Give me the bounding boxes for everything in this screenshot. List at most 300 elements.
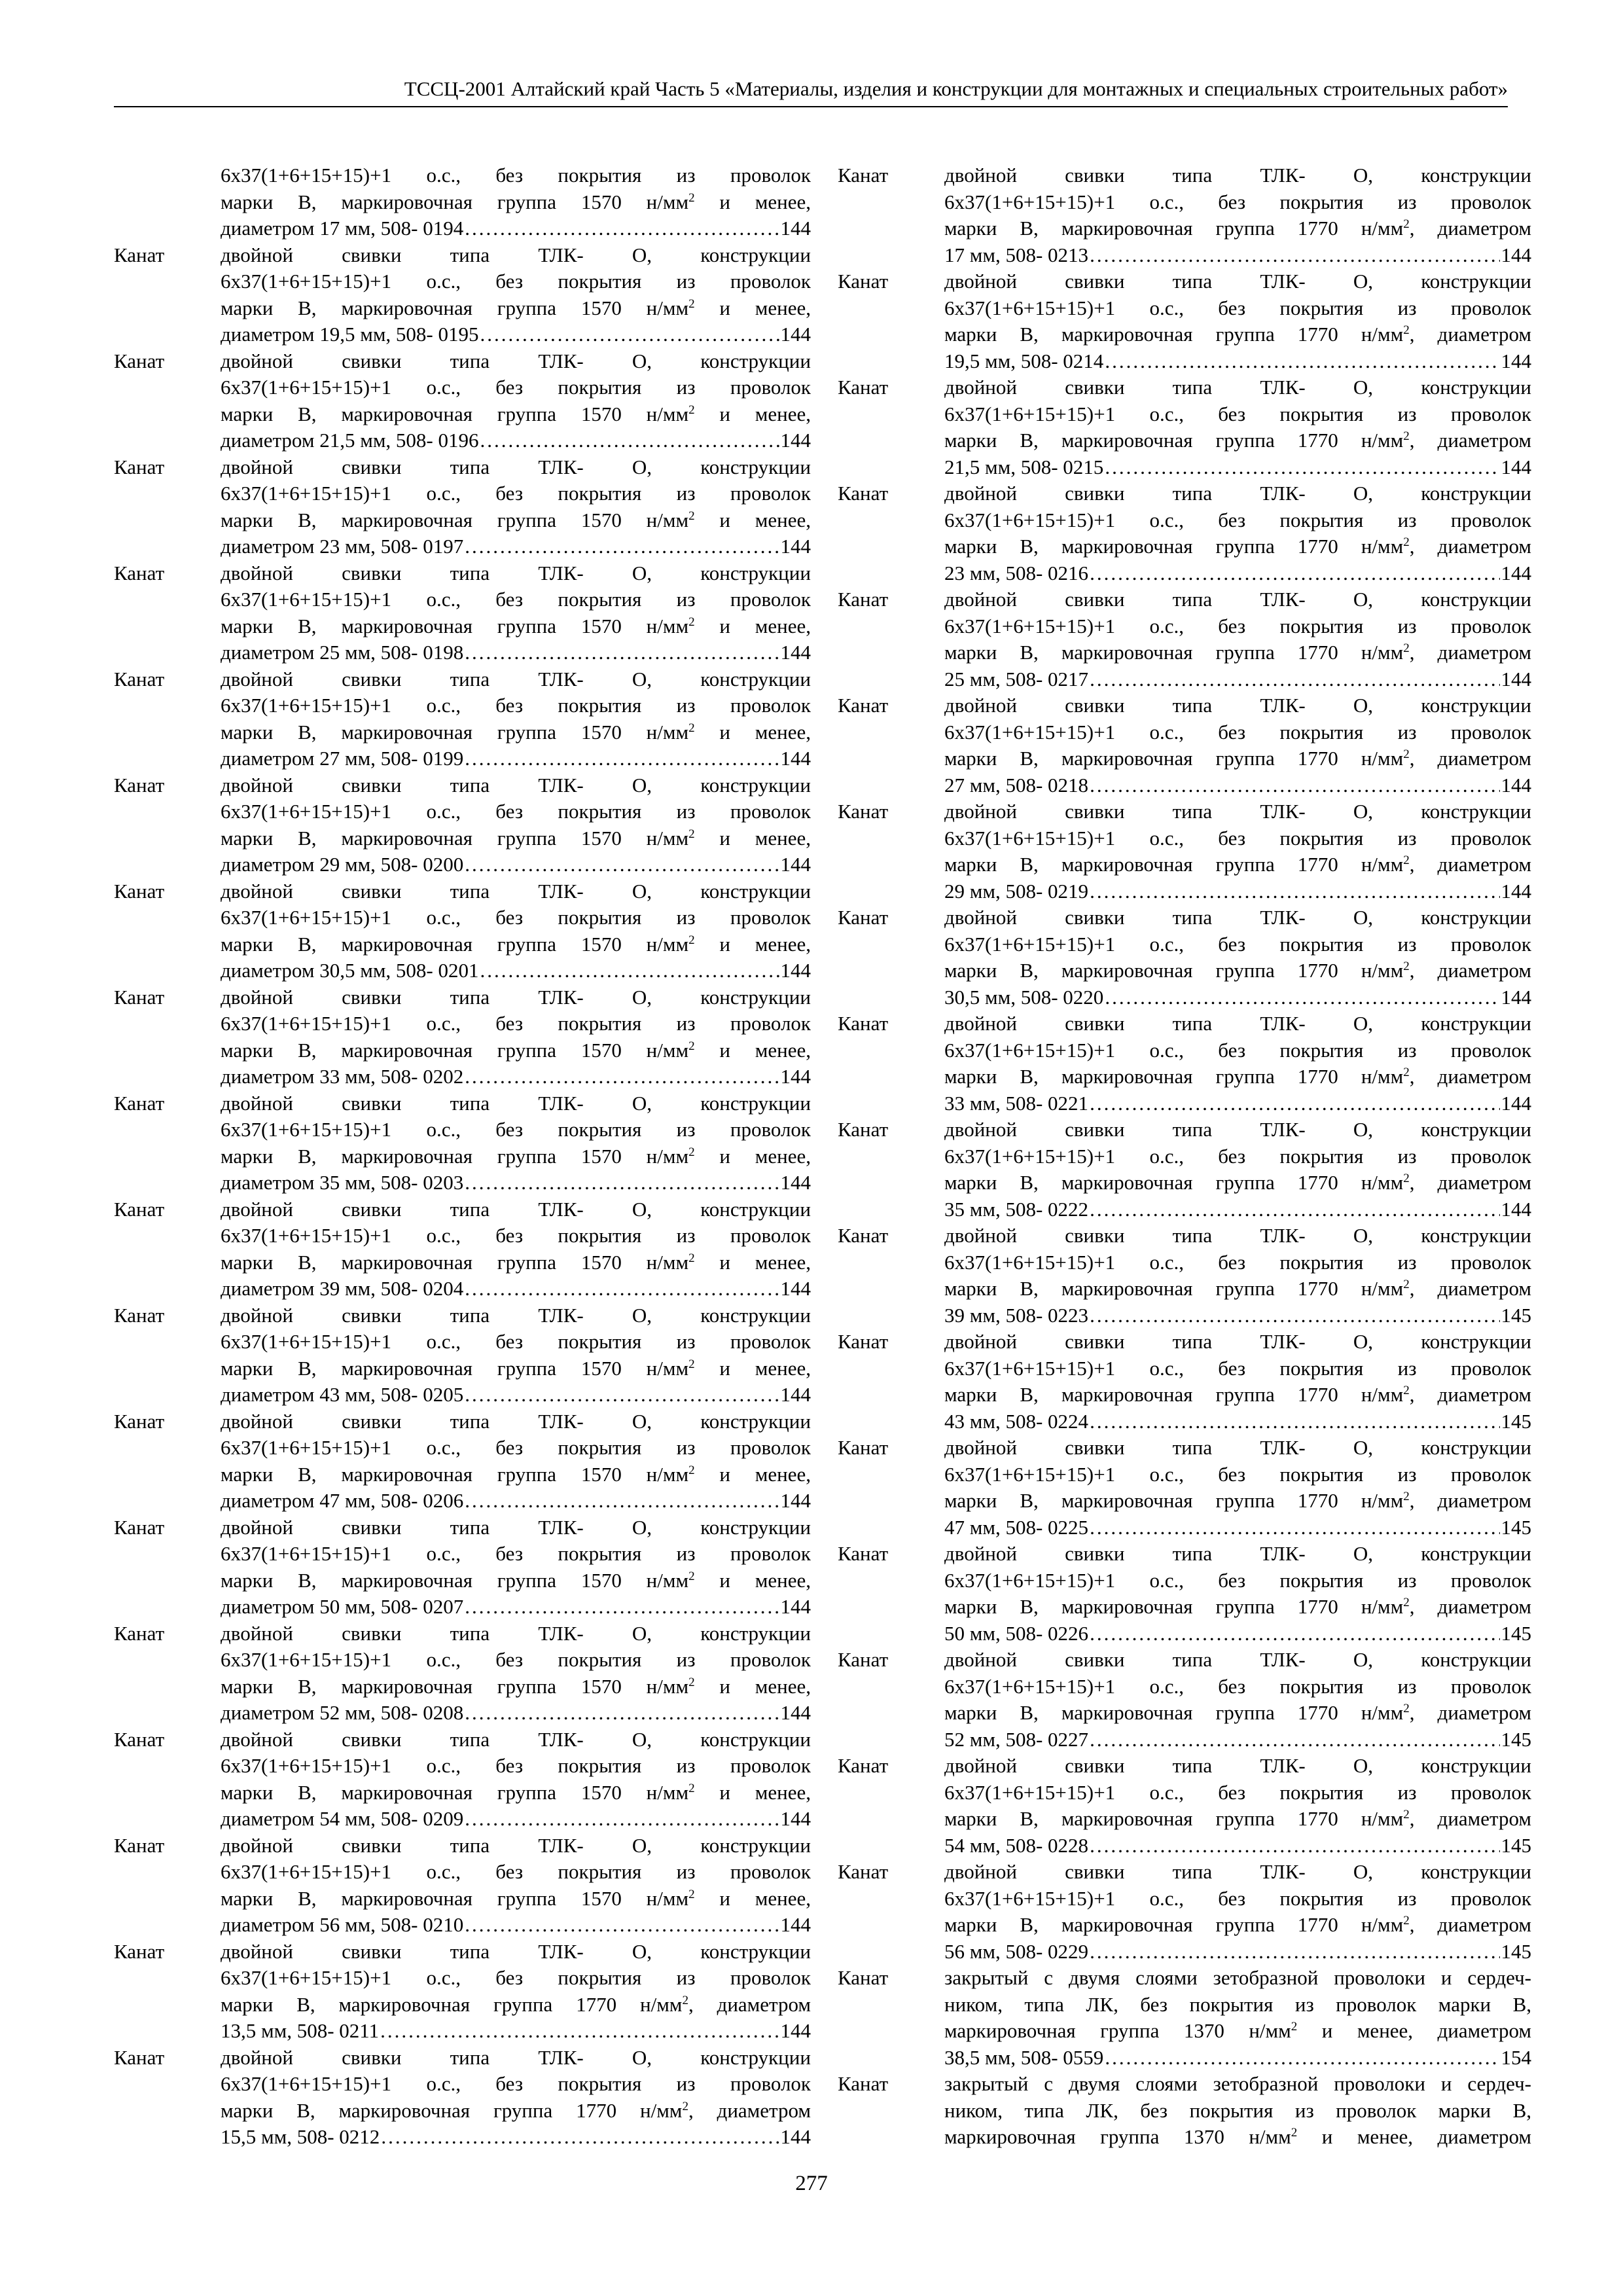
entry-line bbox=[221, 454, 811, 481]
entry-text: марки В, маркировочная группа 1570 н/мм bbox=[221, 1886, 689, 1910]
entry-word: О, bbox=[1353, 1754, 1374, 1777]
entry-text: закрытый с двумя слоями зетобразной проволоки и сердеч- bbox=[944, 2072, 1531, 2095]
entry-text: марки В, маркировочная группа 1570 н/мм bbox=[221, 508, 689, 531]
entry-word: типа bbox=[450, 2045, 490, 2069]
entry-word: свивки bbox=[342, 243, 402, 266]
entry-line bbox=[944, 905, 1531, 931]
entry-word: типа bbox=[1172, 1648, 1213, 1671]
entry-word: типа bbox=[450, 1091, 490, 1115]
entry-line bbox=[221, 1249, 811, 1276]
superscript: 2 bbox=[688, 933, 695, 947]
entry-line bbox=[221, 639, 811, 666]
dot-leader bbox=[1090, 666, 1499, 693]
entry-text: 30,5 мм, 508- 0220 bbox=[944, 985, 1104, 1009]
page-number: 277 bbox=[795, 2172, 828, 2195]
entry-line bbox=[944, 1435, 1531, 1462]
entry-line bbox=[944, 1965, 1531, 1992]
entry-text: диаметром 27 мм, 508- 0199 bbox=[221, 747, 464, 770]
entry-keyword: Канат bbox=[838, 270, 889, 293]
page-ref: 144 bbox=[780, 1913, 811, 1936]
entry-text: марки В, маркировочная группа 1770 н/мм bbox=[944, 959, 1404, 982]
entry-word: О, bbox=[1353, 1436, 1374, 1459]
entry-text: марки В, маркировочная группа 1770 н/мм bbox=[944, 1171, 1404, 1194]
entry-word: ТЛК- bbox=[538, 1197, 584, 1221]
entry-word: ТЛК- bbox=[1260, 164, 1306, 187]
entry-word: конструкции bbox=[1421, 1542, 1531, 1565]
entry-text: 6х37(1+6+15+15)+1 о.с., без покрытия из проволок bbox=[944, 1674, 1531, 1698]
dot-leader bbox=[1090, 772, 1499, 799]
page-ref: 144 bbox=[780, 1807, 811, 1830]
page-ref: 144 bbox=[780, 747, 811, 770]
entry-text: диаметром 50 мм, 508- 0207 bbox=[221, 1595, 464, 1618]
entry-word: типа bbox=[450, 1727, 490, 1751]
index-entry bbox=[114, 772, 811, 878]
entry-line bbox=[944, 1727, 1531, 1753]
entry-text: и менее, bbox=[694, 1356, 811, 1380]
entry-word: О, bbox=[1353, 482, 1374, 505]
entry-word: свивки bbox=[342, 879, 402, 903]
entry-text: марки В, маркировочная группа 1570 н/мм bbox=[221, 826, 689, 850]
entry-text: марки В, маркировочная группа 1570 н/мм bbox=[221, 1462, 689, 1486]
superscript: 2 bbox=[688, 403, 695, 417]
entry-line bbox=[221, 1833, 811, 1859]
entry-line bbox=[944, 2018, 1531, 2045]
index-entry bbox=[114, 1727, 811, 1833]
entry-word: О, bbox=[1353, 800, 1374, 823]
entry-word: двойной bbox=[944, 694, 1017, 717]
entry-text: марки В, маркировочная группа 1570 н/мм bbox=[221, 1250, 689, 1274]
dot-leader bbox=[1090, 1196, 1499, 1223]
superscript: 2 bbox=[688, 1675, 695, 1689]
entry-line bbox=[221, 984, 811, 1011]
dot-leader bbox=[465, 1276, 779, 1302]
entry-line bbox=[944, 2045, 1531, 2072]
entry-text: 23 мм, 508- 0216 bbox=[944, 561, 1089, 584]
entry-text: диаметром 56 мм, 508- 0210 bbox=[221, 1913, 464, 1936]
entry-text: марки В, маркировочная группа 1770 н/мм bbox=[944, 853, 1404, 876]
entry-word: О, bbox=[1353, 694, 1374, 717]
entry-word: двойной bbox=[944, 1860, 1017, 1883]
entry-text: , диаметром bbox=[1409, 1489, 1531, 1512]
superscript: 2 bbox=[1403, 323, 1410, 337]
entry-text: 6х37(1+6+15+15)+1 о.с., без покрытия из проволок bbox=[944, 508, 1531, 531]
dot-leader bbox=[1105, 454, 1499, 481]
entry-text: 52 мм, 508- 0227 bbox=[944, 1727, 1089, 1751]
entry-word: свивки bbox=[342, 349, 402, 372]
entry-word: О, bbox=[632, 773, 652, 797]
entry-line bbox=[944, 1196, 1531, 1223]
entry-line bbox=[944, 2071, 1531, 2098]
dot-leader bbox=[1090, 1833, 1499, 1859]
entry-line bbox=[221, 613, 811, 640]
entry-word: конструкции bbox=[1421, 906, 1531, 929]
entry-word: свивки bbox=[1065, 694, 1125, 717]
entry-word: О, bbox=[1353, 1860, 1374, 1883]
entry-line bbox=[944, 878, 1531, 905]
entry-keyword: Канат bbox=[838, 1012, 889, 1035]
entry-word: О, bbox=[1353, 1542, 1374, 1565]
entry-text: 6х37(1+6+15+15)+1 о.с., без покрытия из проволок bbox=[944, 1568, 1531, 1592]
entry-line bbox=[221, 268, 811, 295]
entry-text: 6х37(1+6+15+15)+1 о.с., без покрытия из проволок bbox=[221, 1542, 811, 1565]
entry-line bbox=[221, 1382, 811, 1408]
entry-word: О, bbox=[632, 2045, 652, 2069]
superscript: 2 bbox=[1403, 747, 1410, 761]
dot-leader bbox=[1090, 560, 1499, 587]
entry-text: и менее, bbox=[694, 190, 811, 213]
entry-text: , диаметром bbox=[1409, 1065, 1531, 1088]
entry-line bbox=[221, 1011, 811, 1037]
entry-line bbox=[221, 958, 811, 984]
entry-text: марки В, маркировочная группа 1570 н/мм bbox=[221, 296, 689, 319]
entry-word: типа bbox=[1172, 800, 1213, 823]
entry-line bbox=[944, 1090, 1531, 1117]
entry-word: двойной bbox=[944, 482, 1017, 505]
page-ref: 144 bbox=[1501, 985, 1531, 1009]
entry-text: марки В, маркировочная группа 1770 н/мм bbox=[221, 1992, 683, 2016]
entry-text: марки В, маркировочная группа 1570 н/мм bbox=[221, 1568, 689, 1592]
entry-line bbox=[944, 189, 1531, 216]
entry-word: о.с., bbox=[426, 164, 461, 187]
entry-text: марки В, маркировочная группа 1770 н/мм bbox=[944, 1913, 1404, 1936]
entry-text: и менее, bbox=[694, 826, 811, 850]
page-ref: 144 bbox=[1501, 879, 1531, 903]
entry-line bbox=[221, 1090, 811, 1117]
entry-word: О, bbox=[632, 985, 652, 1009]
index-entry bbox=[838, 1329, 1531, 1435]
entry-word: конструкции bbox=[1421, 1436, 1531, 1459]
entry-word: ТЛК- bbox=[538, 455, 584, 478]
entry-keyword: Канат bbox=[838, 1542, 889, 1565]
entry-text: и менее, bbox=[694, 1144, 811, 1168]
entry-word: конструкции bbox=[700, 1409, 811, 1433]
entry-keyword: Канат bbox=[838, 1436, 889, 1459]
page-ref: 144 bbox=[780, 641, 811, 664]
page-ref: 144 bbox=[780, 1701, 811, 1724]
entry-word: свивки bbox=[342, 985, 402, 1009]
entry-word: типа bbox=[1172, 588, 1213, 611]
entry-word: конструкции bbox=[1421, 1224, 1531, 1247]
entry-line bbox=[944, 427, 1531, 454]
entry-word: свивки bbox=[1065, 588, 1125, 611]
page-ref: 145 bbox=[1501, 1303, 1531, 1327]
entry-line bbox=[944, 1117, 1531, 1143]
left-column bbox=[114, 162, 811, 2151]
index-entry bbox=[114, 454, 811, 560]
entry-word: свивки bbox=[342, 667, 402, 691]
entry-word: конструкции bbox=[700, 1197, 811, 1221]
entry-text: диаметром 17 мм, 508- 0194 bbox=[221, 217, 464, 240]
entry-text: 27 мм, 508- 0218 bbox=[944, 773, 1089, 797]
superscript: 2 bbox=[688, 509, 695, 523]
entry-keyword: Канат bbox=[114, 455, 165, 478]
entry-line bbox=[221, 1912, 811, 1939]
entry-word: типа bbox=[1172, 1118, 1213, 1141]
dot-leader bbox=[1090, 1302, 1499, 1329]
entry-text: диаметром 21,5 мм, 508- 0196 bbox=[221, 429, 479, 452]
entry-line bbox=[944, 295, 1531, 322]
index-entry bbox=[838, 1117, 1531, 1223]
entry-text: марки В, маркировочная группа 1570 н/мм bbox=[221, 402, 689, 425]
entry-text: 6х37(1+6+15+15)+1 о.с., без покрытия из проволок bbox=[221, 1860, 811, 1883]
entry-keyword: Канат bbox=[114, 1515, 165, 1539]
entry-word: ТЛК- bbox=[1260, 1012, 1306, 1035]
entry-word: О, bbox=[632, 879, 652, 903]
entry-line bbox=[944, 1037, 1531, 1064]
entry-line bbox=[221, 692, 811, 719]
entry-word: свивки bbox=[342, 1833, 402, 1857]
entry-text: , диаметром bbox=[688, 1992, 811, 2016]
entry-text: марки В, маркировочная группа 1770 н/мм bbox=[944, 1701, 1404, 1724]
page-ref: 154 bbox=[1501, 2045, 1531, 2069]
entry-text: марки В, маркировочная группа 1570 н/мм bbox=[221, 1038, 689, 1062]
superscript: 2 bbox=[1403, 1596, 1410, 1609]
entry-word: свивки bbox=[1065, 482, 1125, 505]
entry-text: , диаметром bbox=[1409, 1701, 1531, 1724]
dot-leader bbox=[1090, 1090, 1499, 1117]
entry-word: О, bbox=[632, 1409, 652, 1433]
entry-text: закрытый с двумя слоями зетобразной проволоки и сердеч- bbox=[944, 1966, 1531, 1989]
entry-word: типа bbox=[450, 349, 490, 372]
entry-line bbox=[944, 1939, 1531, 1965]
superscript: 2 bbox=[1403, 1914, 1410, 1928]
entry-word: конструкции bbox=[700, 879, 811, 903]
entry-line bbox=[221, 772, 811, 799]
entry-text: 17 мм, 508- 0213 bbox=[944, 243, 1089, 266]
entry-keyword: Канат bbox=[114, 1833, 165, 1857]
entry-word: конструкции bbox=[700, 773, 811, 797]
entry-text: 6х37(1+6+15+15)+1 о.с., без покрытия из проволок bbox=[944, 826, 1531, 850]
page-ref: 144 bbox=[1501, 1197, 1531, 1221]
entry-text: 50 мм, 508- 0226 bbox=[944, 1621, 1089, 1645]
entry-word: свивки bbox=[1065, 164, 1125, 187]
entry-line bbox=[944, 1329, 1531, 1355]
superscript: 2 bbox=[1403, 217, 1410, 231]
entry-text: 6х37(1+6+15+15)+1 о.с., без покрытия из проволок bbox=[221, 1436, 811, 1459]
entry-word: типа bbox=[450, 773, 490, 797]
entry-text: 6х37(1+6+15+15)+1 о.с., без покрытия из проволок bbox=[221, 588, 811, 611]
entry-text: 6х37(1+6+15+15)+1 о.с., без покрытия из проволок bbox=[944, 932, 1531, 956]
entry-line bbox=[221, 1435, 811, 1462]
index-entry bbox=[114, 560, 811, 666]
entry-line bbox=[221, 1541, 811, 1568]
entry-word: свивки bbox=[1065, 1754, 1125, 1777]
entry-word: конструкции bbox=[1421, 800, 1531, 823]
entry-line bbox=[221, 666, 811, 693]
page-ref: 144 bbox=[780, 429, 811, 452]
entry-word: свивки bbox=[342, 561, 402, 584]
entry-line bbox=[944, 560, 1531, 587]
entry-line bbox=[944, 1408, 1531, 1435]
entry-text: марки В, маркировочная группа 1770 н/мм bbox=[944, 747, 1404, 770]
entry-line bbox=[221, 1355, 811, 1382]
entry-text: диаметром 43 мм, 508- 0205 bbox=[221, 1383, 464, 1406]
page-ref: 144 bbox=[1501, 349, 1531, 372]
entry-word: типа bbox=[1172, 906, 1213, 929]
entry-line bbox=[221, 2071, 811, 2098]
entry-word: двойной bbox=[944, 1012, 1017, 1035]
entry-word: типа bbox=[1172, 164, 1213, 187]
entry-word: конструкции bbox=[1421, 694, 1531, 717]
dot-leader bbox=[465, 1382, 779, 1408]
page-ref: 145 bbox=[1501, 1833, 1531, 1857]
entry-text: 35 мм, 508- 0222 bbox=[944, 1197, 1089, 1221]
entry-line bbox=[944, 613, 1531, 640]
entry-word: двойной bbox=[944, 1754, 1017, 1777]
entry-text: 6х37(1+6+15+15)+1 о.с., без покрытия из проволок bbox=[221, 1966, 811, 1989]
entry-text: 47 мм, 508- 0225 bbox=[944, 1515, 1089, 1539]
entry-line bbox=[944, 1382, 1531, 1408]
index-entry bbox=[114, 984, 811, 1090]
superscript: 2 bbox=[688, 296, 695, 311]
entry-word: двойной bbox=[944, 1118, 1017, 1141]
dot-leader bbox=[1090, 1621, 1499, 1647]
entry-text: и менее, bbox=[694, 402, 811, 425]
entry-line bbox=[944, 931, 1531, 958]
entry-text: 6х37(1+6+15+15)+1 о.с., без покрытия из проволок bbox=[221, 1012, 811, 1035]
entry-line bbox=[944, 745, 1531, 772]
entry-word: двойной bbox=[221, 455, 293, 478]
entry-line bbox=[944, 1621, 1531, 1647]
entry-word: ТЛК- bbox=[538, 1515, 584, 1539]
page-header bbox=[114, 75, 1508, 107]
entry-line bbox=[221, 1753, 811, 1780]
entry-text: 6х37(1+6+15+15)+1 о.с., без покрытия из проволок bbox=[944, 402, 1531, 425]
entry-word: конструкции bbox=[1421, 1012, 1531, 1035]
entry-line bbox=[221, 1939, 811, 1965]
dot-leader bbox=[465, 745, 779, 772]
entry-list bbox=[114, 242, 811, 2151]
entry-line bbox=[221, 2098, 811, 2125]
entry-keyword: Канат bbox=[114, 1939, 165, 1963]
entry-word: типа bbox=[1172, 1330, 1213, 1353]
entry-word: двойной bbox=[221, 1939, 293, 1963]
superscript: 2 bbox=[1403, 853, 1410, 867]
entry-word: О, bbox=[632, 561, 652, 584]
entry-word: О, bbox=[632, 1303, 652, 1327]
entry-line bbox=[944, 772, 1531, 799]
entry-text: марки В, маркировочная группа 1570 н/мм bbox=[221, 614, 689, 637]
superscript: 2 bbox=[688, 615, 695, 629]
entry-word: конструкции bbox=[700, 1091, 811, 1115]
entry-line bbox=[221, 931, 811, 958]
entry-word: конструкции bbox=[1421, 1754, 1531, 1777]
entry-text: и менее, bbox=[694, 508, 811, 531]
entry-text: марки В, маркировочная группа 1770 н/мм bbox=[944, 641, 1404, 664]
entry-text: 6х37(1+6+15+15)+1 о.с., без покрытия из проволок bbox=[221, 1648, 811, 1671]
entry-word: двойной bbox=[944, 270, 1017, 293]
entry-keyword: Канат bbox=[838, 1860, 889, 1883]
entry-text: 21,5 мм, 508- 0215 bbox=[944, 455, 1104, 478]
entry-word: свивки bbox=[1065, 376, 1125, 399]
entry-word: типа bbox=[450, 1515, 490, 1539]
entry-text: диаметром 23 мм, 508- 0197 bbox=[221, 535, 464, 558]
entry-word: ТЛК- bbox=[1260, 1860, 1306, 1883]
entry-word: двойной bbox=[944, 164, 1017, 187]
entry-text: марки В, маркировочная группа 1570 н/мм bbox=[221, 190, 689, 213]
entry-text: марки В, маркировочная группа 1570 н/мм bbox=[221, 1356, 689, 1380]
entry-word: свивки bbox=[1065, 1330, 1125, 1353]
entry-word: О, bbox=[1353, 270, 1374, 293]
entry-line bbox=[221, 1806, 811, 1833]
entry-line bbox=[221, 321, 811, 348]
entry-text: марки В, маркировочная группа 1770 н/мм bbox=[944, 429, 1404, 452]
entry-line bbox=[221, 2045, 811, 2072]
index-entry bbox=[838, 2071, 1531, 2151]
entry-keyword: Канат bbox=[838, 906, 889, 929]
entry-word: О, bbox=[632, 455, 652, 478]
entry-line bbox=[221, 1859, 811, 1886]
entry-word: свивки bbox=[342, 455, 402, 478]
entry-word: ТЛК- bbox=[538, 1939, 584, 1963]
entry-line bbox=[944, 1700, 1531, 1727]
superscript: 2 bbox=[682, 2099, 688, 2113]
superscript: 2 bbox=[1291, 2126, 1298, 2140]
entry-word: типа bbox=[450, 1197, 490, 1221]
entry-word: двойной bbox=[944, 1436, 1017, 1459]
entry-word: двойной bbox=[944, 376, 1017, 399]
entry-line bbox=[944, 507, 1531, 534]
index-entry bbox=[114, 2045, 811, 2151]
entry-line bbox=[221, 905, 811, 931]
entry-word: О, bbox=[1353, 1330, 1374, 1353]
entry-keyword: Канат bbox=[114, 773, 165, 797]
superscript: 2 bbox=[682, 1993, 688, 2007]
entry-word: свивки bbox=[1065, 1542, 1125, 1565]
entry-word: О, bbox=[1353, 1224, 1374, 1247]
entry-word: свивки bbox=[1065, 1860, 1125, 1883]
dot-leader bbox=[465, 215, 779, 242]
entry-keyword: Канат bbox=[114, 1727, 165, 1751]
page-ref: 144 bbox=[780, 2125, 811, 2148]
entry-text: 13,5 мм, 508- 0211 bbox=[221, 2019, 380, 2042]
dot-leader bbox=[465, 1700, 779, 1727]
entry-text: и менее, bbox=[694, 1250, 811, 1274]
index-entry bbox=[114, 1939, 811, 2045]
dot-leader bbox=[1105, 2045, 1499, 2072]
entry-keyword: Канат bbox=[114, 667, 165, 691]
dot-leader bbox=[465, 1488, 779, 1515]
entry-text: диаметром 54 мм, 508- 0209 bbox=[221, 1807, 464, 1830]
entry-text: 19,5 мм, 508- 0214 bbox=[944, 349, 1104, 372]
entry-line bbox=[944, 2124, 1531, 2151]
entry-line bbox=[221, 348, 811, 375]
entry-word: О, bbox=[1353, 906, 1374, 929]
entry-text: и менее, bbox=[694, 720, 811, 744]
entry-text: 38,5 мм, 508- 0559 bbox=[944, 2045, 1104, 2069]
entry-word: двойной bbox=[944, 1224, 1017, 1247]
dot-leader bbox=[1090, 1515, 1499, 1541]
entry-line bbox=[944, 215, 1531, 242]
entry-line bbox=[944, 1170, 1531, 1196]
entry-word: О, bbox=[1353, 1648, 1374, 1671]
index-entry bbox=[838, 1011, 1531, 1117]
superscript: 2 bbox=[1403, 641, 1410, 655]
entry-line bbox=[944, 825, 1531, 852]
entry-word: типа bbox=[450, 455, 490, 478]
page-ref: 144 bbox=[780, 1065, 811, 1088]
entry-line bbox=[944, 1249, 1531, 1276]
entry-line bbox=[944, 2098, 1531, 2125]
entry-word: конструкции bbox=[700, 349, 811, 372]
entry-text: диаметром 47 мм, 508- 0206 bbox=[221, 1489, 464, 1512]
dot-leader bbox=[480, 427, 779, 454]
entry-keyword: Канат bbox=[114, 1409, 165, 1433]
entry-text: марки В, маркировочная группа 1570 н/мм bbox=[221, 720, 689, 744]
entry-text: , диаметром bbox=[688, 2098, 811, 2122]
superscript: 2 bbox=[1403, 1278, 1410, 1291]
entry-line bbox=[944, 1568, 1531, 1594]
